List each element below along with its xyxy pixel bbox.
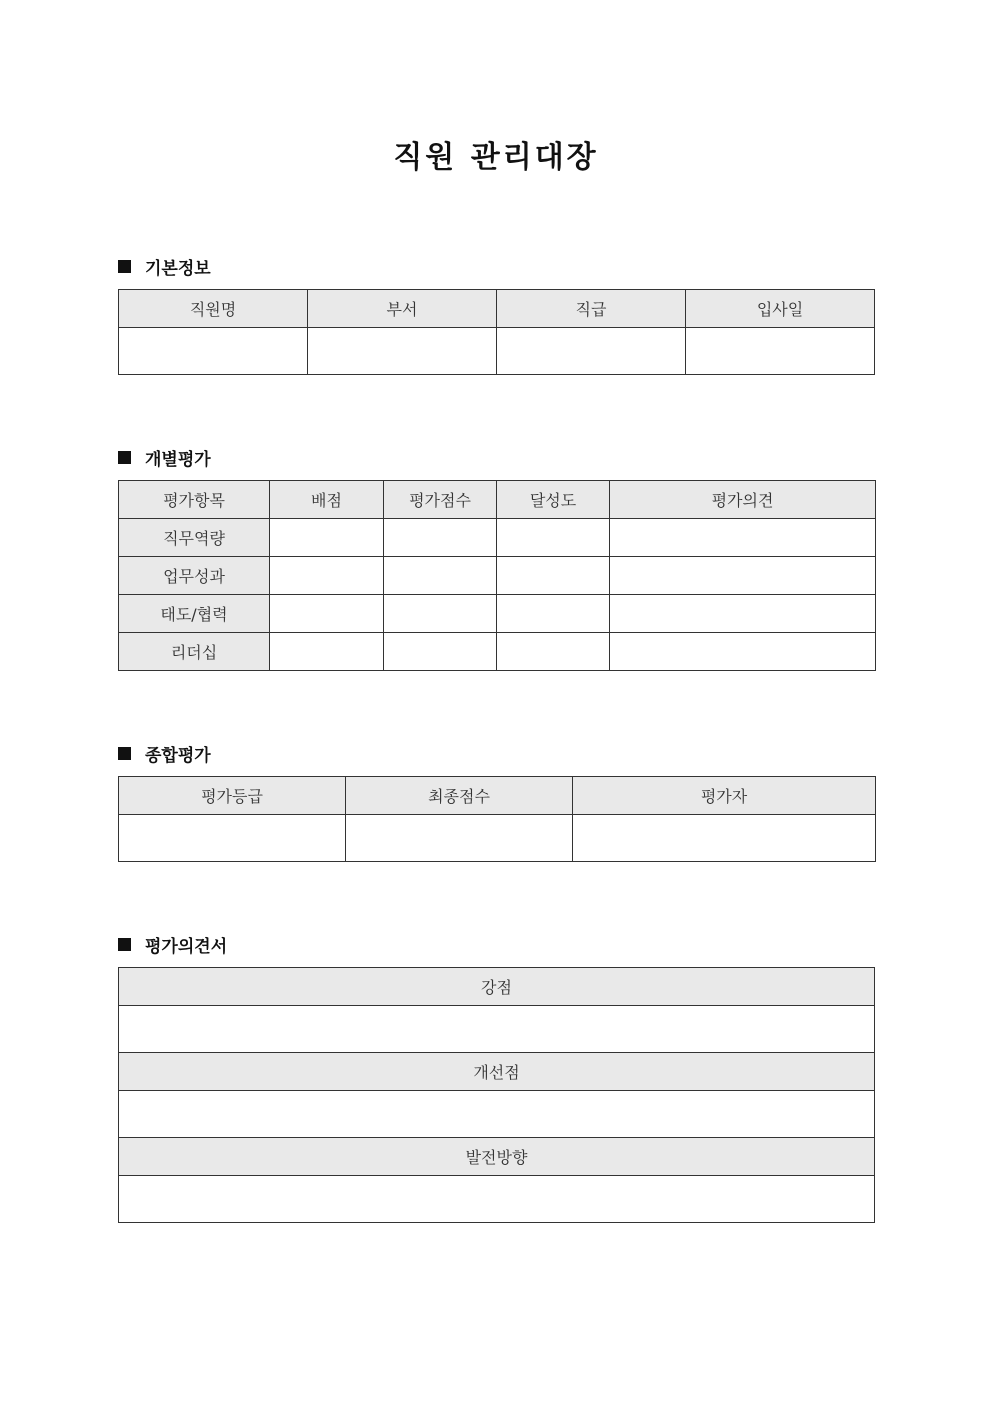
row-label: 직무역량 [119, 519, 270, 557]
input-cell[interactable] [610, 557, 876, 595]
input-cell[interactable] [270, 595, 384, 633]
table-header-row [119, 968, 875, 1006]
header-cell: 배점 [270, 481, 384, 519]
opinion-table [118, 967, 875, 1223]
overall-eval-table [118, 776, 876, 862]
square-bullet-icon [118, 938, 131, 951]
input-cell[interactable] [308, 328, 497, 375]
header-cell: 개선점 [119, 1053, 875, 1091]
header-cell: 달성도 [497, 481, 610, 519]
input-cell[interactable] [384, 595, 497, 633]
table-row [119, 519, 876, 557]
table-row [119, 595, 876, 633]
header-cell: 평가등급 [119, 777, 346, 815]
header-cell: 최종점수 [346, 777, 573, 815]
section-heading-label: 평가의견서 [145, 937, 228, 957]
input-cell[interactable] [270, 633, 384, 671]
table-row [119, 1006, 875, 1053]
input-cell[interactable] [497, 633, 610, 671]
input-cell[interactable] [497, 557, 610, 595]
table-header-row [119, 777, 876, 815]
header-cell: 평가의견 [610, 481, 876, 519]
header-cell: 직원명 [119, 290, 308, 328]
header-cell: 평가항목 [119, 481, 270, 519]
table-row [119, 1091, 875, 1138]
header-cell: 평가점수 [384, 481, 497, 519]
header-cell: 강점 [119, 968, 875, 1006]
table-header-row [119, 481, 876, 519]
row-label: 업무성과 [119, 557, 270, 595]
input-cell[interactable] [119, 1176, 875, 1223]
table-row [119, 557, 876, 595]
input-cell[interactable] [686, 328, 875, 375]
square-bullet-icon [118, 747, 131, 760]
table-header-row [119, 1053, 875, 1091]
input-cell[interactable] [573, 815, 876, 862]
input-cell[interactable] [610, 633, 876, 671]
square-bullet-icon [118, 260, 131, 273]
row-label: 리더십 [119, 633, 270, 671]
header-cell: 평가자 [573, 777, 876, 815]
individual-eval-table [118, 480, 876, 671]
input-cell[interactable] [119, 815, 346, 862]
input-cell[interactable] [270, 519, 384, 557]
input-cell[interactable] [346, 815, 573, 862]
input-cell[interactable] [497, 595, 610, 633]
input-cell[interactable] [384, 519, 497, 557]
row-label: 태도/협력 [119, 595, 270, 633]
section-heading-individual [118, 445, 211, 470]
basic-info-table [118, 289, 875, 375]
table-header-row [119, 1138, 875, 1176]
section-heading-basic [118, 254, 211, 279]
header-cell: 발전방향 [119, 1138, 875, 1176]
input-cell[interactable] [610, 595, 876, 633]
square-bullet-icon [118, 451, 131, 464]
section-heading-label: 종합평가 [145, 746, 211, 766]
table-row [119, 633, 876, 671]
input-cell[interactable] [384, 633, 497, 671]
table-row [119, 328, 875, 375]
input-cell[interactable] [497, 328, 686, 375]
section-heading-overall [118, 741, 211, 766]
header-cell: 입사일 [686, 290, 875, 328]
table-row [119, 815, 876, 862]
input-cell[interactable] [119, 1006, 875, 1053]
input-cell[interactable] [119, 1091, 875, 1138]
input-cell[interactable] [119, 328, 308, 375]
input-cell[interactable] [270, 557, 384, 595]
table-header-row [119, 290, 875, 328]
table-row [119, 1176, 875, 1223]
header-cell: 직급 [497, 290, 686, 328]
header-cell: 부서 [308, 290, 497, 328]
input-cell[interactable] [610, 519, 876, 557]
section-heading-label: 개별평가 [145, 450, 211, 470]
section-heading-label: 기본정보 [145, 259, 211, 279]
section-heading-opinion [118, 932, 227, 957]
page-title: 직원 관리대장 [393, 140, 599, 175]
input-cell[interactable] [497, 519, 610, 557]
input-cell[interactable] [384, 557, 497, 595]
